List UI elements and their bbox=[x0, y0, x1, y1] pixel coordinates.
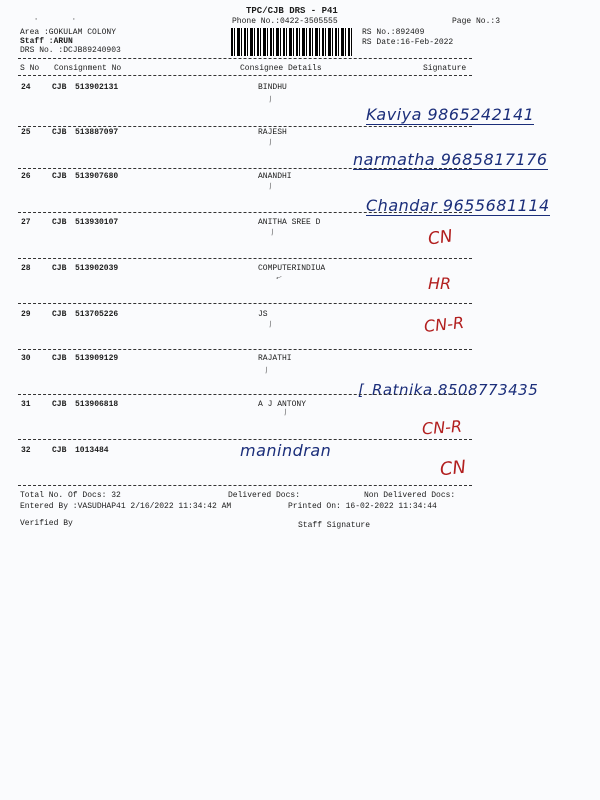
check-mark: ∕ bbox=[266, 181, 275, 193]
printed-on: Printed On: 16-02-2022 11:34:44 bbox=[288, 502, 437, 511]
row-31-consignee: A J ANTONY bbox=[258, 400, 307, 409]
row-25-sno: 25 bbox=[21, 128, 31, 137]
row-24-sno: 24 bbox=[21, 83, 31, 92]
row-25-consignee: RAJESH bbox=[258, 128, 287, 137]
row-divider bbox=[18, 303, 472, 304]
col-signature: Signature bbox=[423, 64, 467, 73]
row-25-consignment: 513887097 bbox=[75, 128, 119, 137]
area-label: Area :GOKULAM COLONY bbox=[20, 28, 117, 37]
row-24-code: CJB bbox=[52, 83, 67, 92]
row-24-consignment: 513902131 bbox=[75, 83, 119, 92]
row-28-consignment: 513902039 bbox=[75, 264, 119, 273]
row-24-consignee: BINDHU bbox=[258, 83, 287, 92]
row-30-signature-bracket: [ bbox=[358, 381, 365, 399]
row-25-signature: narmatha 9685817176 bbox=[353, 150, 548, 169]
table-end-divider bbox=[18, 485, 472, 486]
rs-date: RS Date:16-Feb-2022 bbox=[362, 38, 454, 47]
verified-by: Verified By bbox=[20, 519, 73, 528]
row-30-consignee: RAJATHI bbox=[258, 354, 292, 363]
rs-number: RS No.:892409 bbox=[362, 28, 425, 37]
row-29-code: CJB bbox=[52, 310, 67, 319]
row-divider bbox=[18, 126, 472, 127]
column-divider bbox=[18, 75, 472, 76]
row-28-consignee: COMPUTERINDIUA bbox=[258, 264, 326, 273]
non-delivered-docs: Non Delivered Docs: bbox=[364, 491, 456, 500]
row-27-code: CJB bbox=[52, 218, 67, 227]
row-32-consignment: 1013484 bbox=[75, 446, 109, 455]
row-29-sno: 29 bbox=[21, 310, 31, 319]
phone-number: Phone No.:0422-3505555 bbox=[232, 17, 338, 26]
check-mark: ∕ bbox=[281, 407, 290, 419]
row-32-signature: manindran bbox=[240, 441, 332, 460]
row-28-status-mark: HR bbox=[428, 274, 452, 293]
drs-number: DRS No. :DCJB89240903 bbox=[20, 46, 121, 55]
row-24-signature: Kaviya 9865242141 bbox=[366, 105, 535, 124]
row-27-consignee: ANITHA SREE D bbox=[258, 218, 321, 227]
row-32-code: CJB bbox=[52, 446, 67, 455]
delivered-docs: Delivered Docs: bbox=[228, 491, 301, 500]
document-title: TPC/CJB DRS - P41 bbox=[246, 6, 338, 16]
check-mark: ∕ bbox=[266, 94, 275, 106]
staff-label: Staff :ARUN bbox=[20, 37, 73, 46]
row-26-consignee: ANANDHI bbox=[258, 172, 292, 181]
row-31-status-mark: CN-R bbox=[421, 416, 463, 439]
entered-by: Entered By :VASUDHAP41 2/16/2022 11:34:42 AM bbox=[20, 502, 232, 511]
row-32-status-mark: CN bbox=[438, 456, 468, 481]
check-mark: ∕ bbox=[266, 137, 275, 149]
check-mark: ∕ bbox=[262, 365, 271, 377]
row-divider bbox=[18, 168, 472, 169]
row-30-code: CJB bbox=[52, 354, 67, 363]
col-consignee: Consignee Details bbox=[240, 64, 322, 73]
col-consignment: Consignment No bbox=[54, 64, 122, 73]
row-divider bbox=[18, 258, 472, 259]
row-divider bbox=[18, 349, 472, 350]
row-26-sno: 26 bbox=[21, 172, 31, 181]
barcode-image bbox=[231, 28, 352, 56]
row-30-signature: Ratnika 8508773435 bbox=[372, 381, 539, 399]
row-divider bbox=[18, 439, 472, 440]
row-29-consignee: JS bbox=[258, 310, 268, 319]
row-29-consignment: 513705226 bbox=[75, 310, 119, 319]
row-29-status-mark: CN-R bbox=[423, 312, 465, 337]
row-26-signature: Chandar 9655681114 bbox=[366, 196, 550, 215]
row-28-code: CJB bbox=[52, 264, 67, 273]
col-sno: S No bbox=[20, 64, 40, 73]
check-mark: ∕ bbox=[266, 319, 275, 331]
row-30-sno: 30 bbox=[21, 354, 31, 363]
row-28-sno: 28 bbox=[21, 264, 31, 273]
staff-signature: Staff Signature bbox=[298, 521, 371, 530]
row-31-sno: 31 bbox=[21, 400, 31, 409]
row-27-sno: 27 bbox=[21, 218, 31, 227]
row-31-consignment: 513906818 bbox=[75, 400, 119, 409]
header-divider bbox=[18, 58, 472, 59]
row-30-consignment: 513909129 bbox=[75, 354, 119, 363]
check-mark: ← bbox=[274, 271, 283, 283]
tick-mark-dots: · · bbox=[34, 16, 77, 24]
row-25-code: CJB bbox=[52, 128, 67, 137]
total-docs: Total No. Of Docs: 32 bbox=[20, 491, 121, 500]
row-26-consignment: 513907680 bbox=[75, 172, 119, 181]
row-27-consignment: 513930107 bbox=[75, 218, 119, 227]
check-mark: ∕ bbox=[268, 227, 277, 239]
row-divider bbox=[18, 394, 472, 395]
row-27-status-mark: CN bbox=[426, 226, 454, 250]
row-divider bbox=[18, 212, 472, 213]
row-26-code: CJB bbox=[52, 172, 67, 181]
row-31-code: CJB bbox=[52, 400, 67, 409]
row-32-sno: 32 bbox=[21, 446, 31, 455]
page-number: Page No.:3 bbox=[452, 17, 501, 26]
